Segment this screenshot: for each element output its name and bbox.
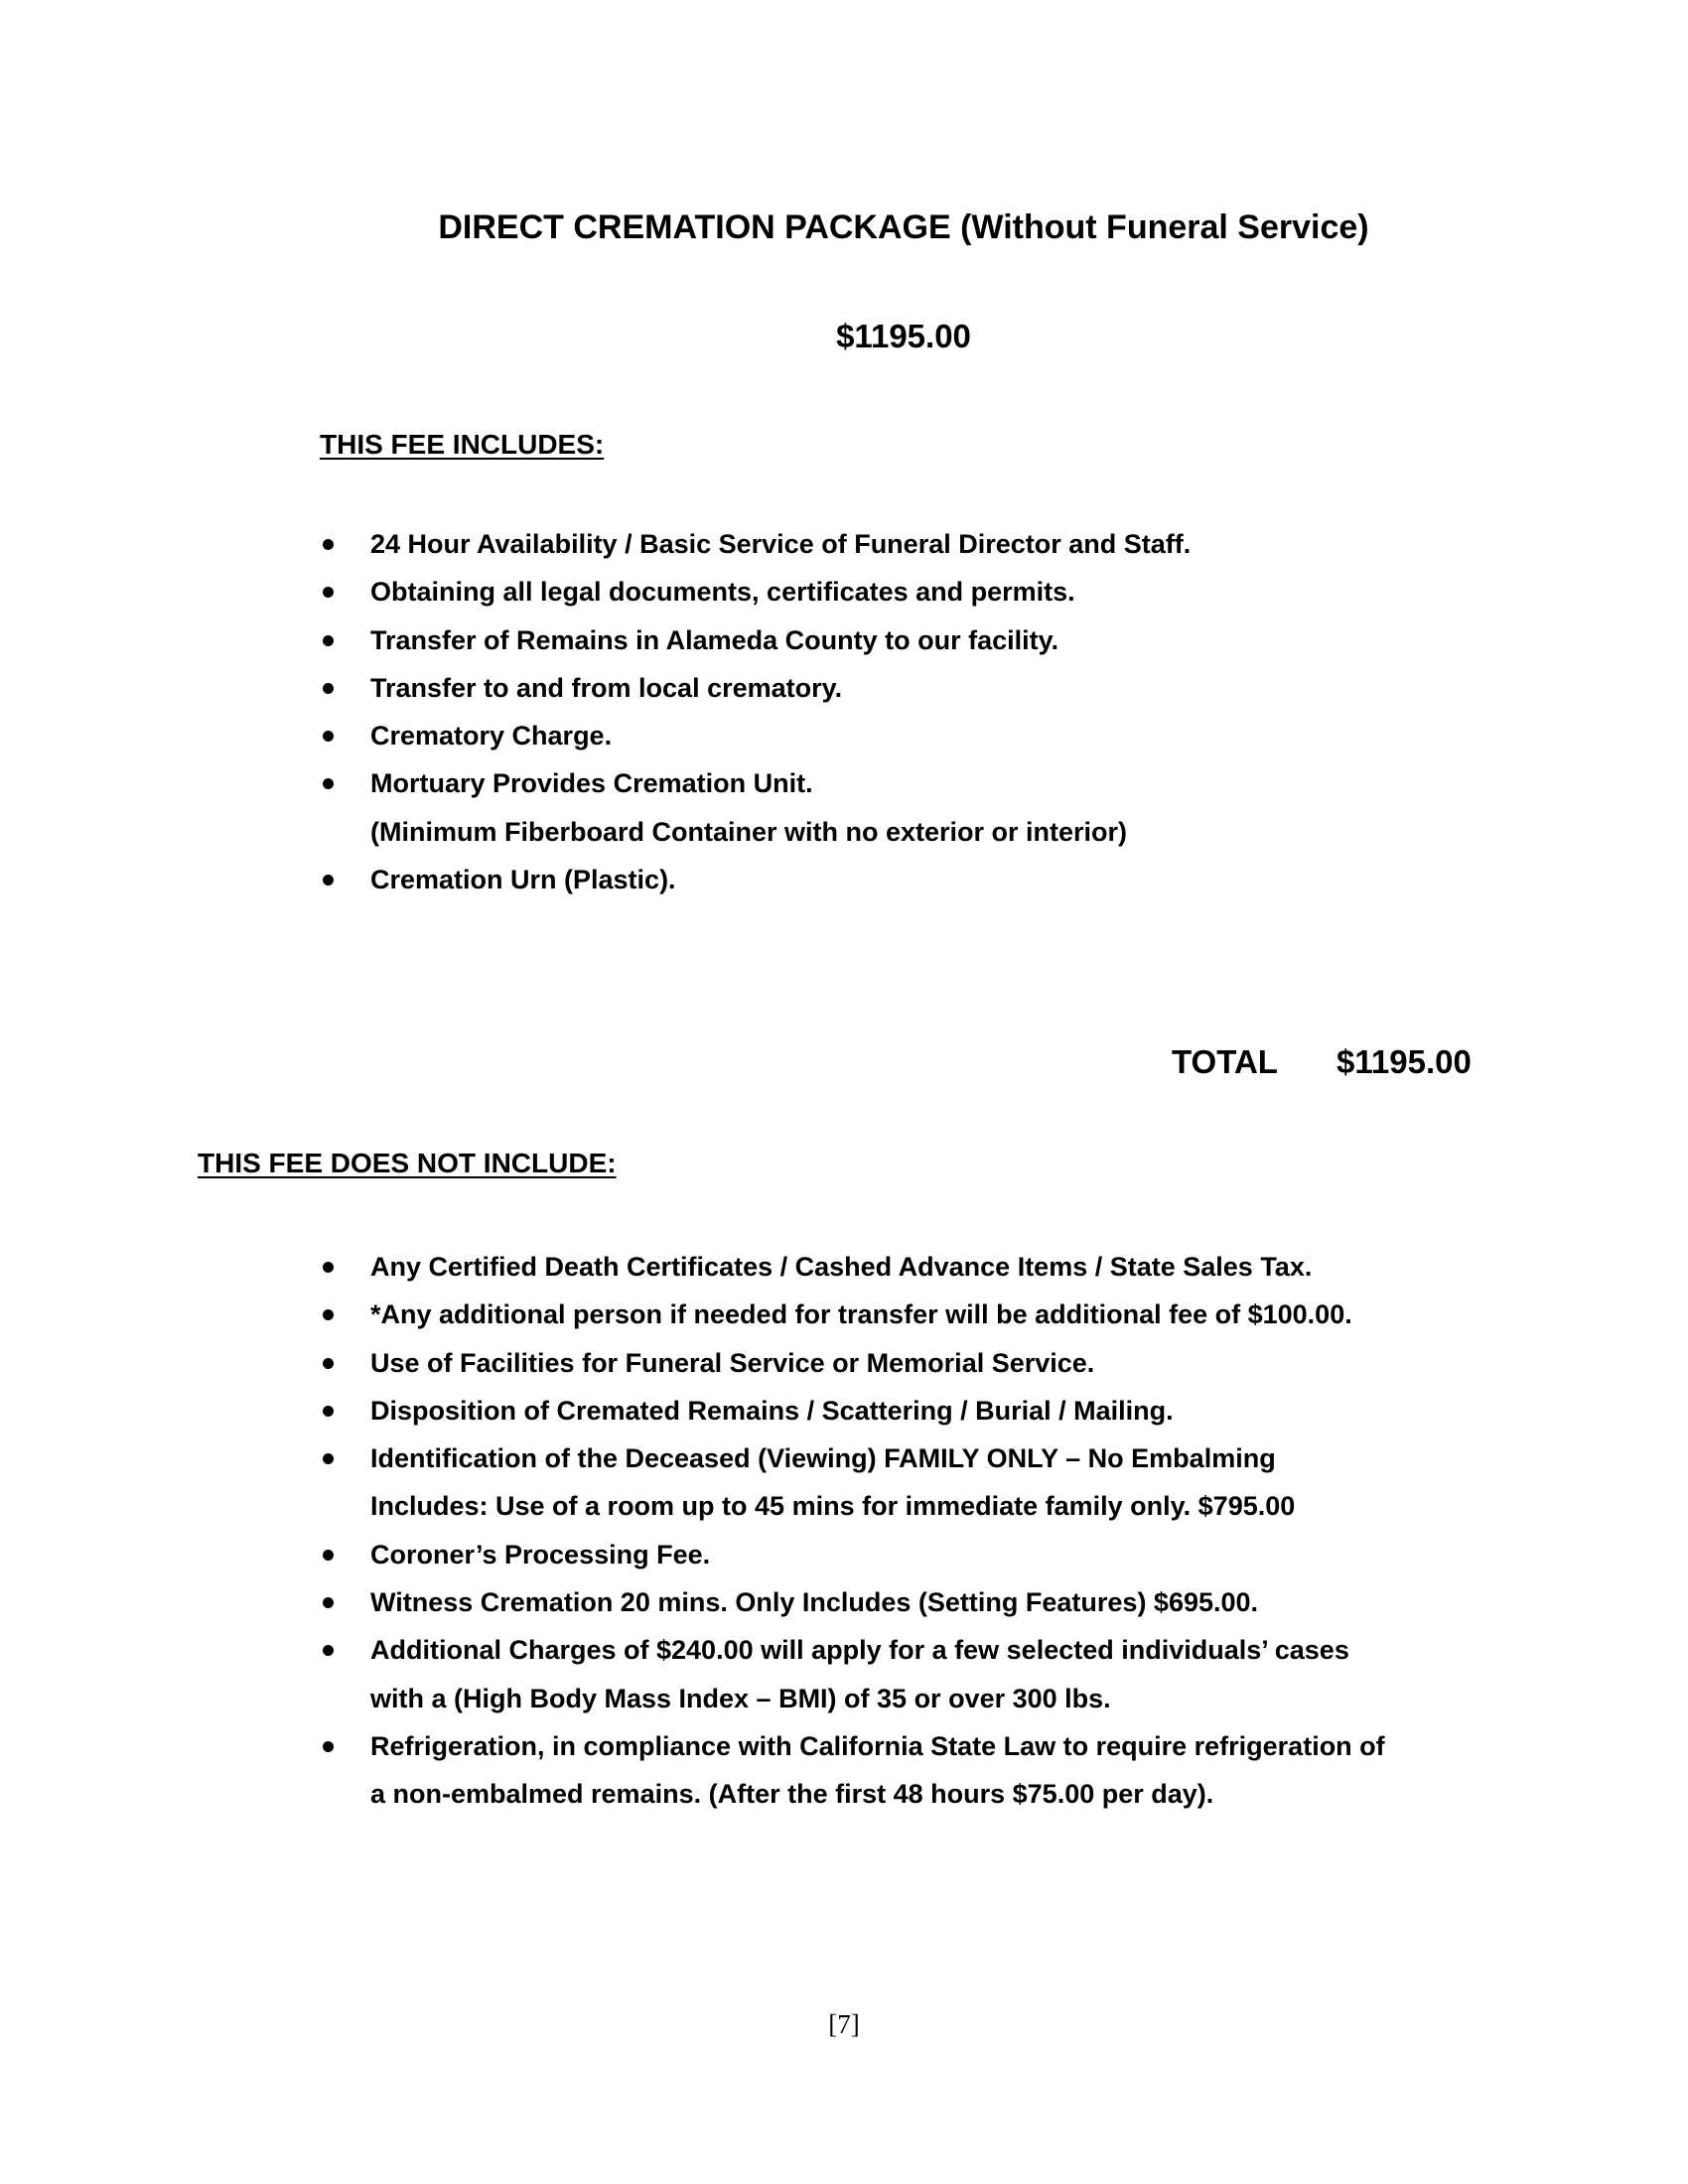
excludes-item-text: Disposition of Cremated Remains / Scattering / Burial / Mailing. [370,1395,1174,1426]
includes-item-text: Transfer to and from local crematory. [370,672,843,703]
includes-heading: THIS FEE INCLUDES: [320,429,605,460]
includes-list [0,520,1191,903]
total-row [1172,1040,1472,1084]
excludes-list-item [0,1434,1385,1531]
bullet-icon [323,1550,334,1561]
includes-list-item [0,664,1191,712]
bullet-icon [323,875,334,886]
excludes-item-text: *Any additional person if needed for transfer will be additional fee of $100.00. [370,1299,1352,1330]
excludes-item-text: with a (High Body Mass Index – BMI) of 35 or over 300 lbs. [370,1683,1111,1713]
excludes-list-item [0,1531,1385,1578]
total-value: $1195.00 [1336,1043,1472,1080]
includes-list-item [0,568,1191,615]
bullet-icon [323,731,334,742]
excludes-list-item [0,1578,1385,1626]
excludes-item-text: Identification of the Deceased (Viewing) FAMILY ONLY – No Embalming [370,1443,1276,1474]
bullet-icon [323,1597,334,1608]
includes-item-text: Cremation Urn (Plastic). [370,865,676,895]
document-title: DIRECT CREMATION PACKAGE (Without Funeral Service) [438,208,1369,246]
excludes-list [0,1243,1385,1819]
excludes-item-text: Additional Charges of $240.00 will apply for a few selected individuals’ cases [370,1635,1349,1666]
includes-item-text: Transfer of Remains in Alameda County to our facility. [370,624,1059,655]
excludes-item-text: Use of Facilities for Funeral Service or Memorial Service. [370,1347,1095,1378]
bullet-icon [323,1645,334,1656]
excludes-item-text: Witness Cremation 20 mins. Only Includes (Setting Features) $695.00. [370,1587,1259,1618]
package-price: $1195.00 [836,318,971,354]
bullet-icon [323,1358,334,1369]
excludes-list-item [0,1339,1385,1387]
excludes-item-text: Includes: Use of a room up to 45 mins for immediate family only. $795.00 [370,1491,1296,1522]
excludes-item-text: a non-embalmed remains. (After the first 48 hours $75.00 per day). [370,1779,1214,1810]
includes-item-text: Crematory Charge. [370,721,613,751]
bullet-icon [323,1406,334,1417]
excludes-list-item [0,1291,1385,1338]
includes-list-item [0,856,1191,903]
includes-item-text: (Minimum Fiberboard Container with no exterior or interior) [370,816,1128,847]
bullet-icon [323,587,334,598]
includes-list-item [0,616,1191,664]
bullet-icon [323,1741,334,1752]
excludes-heading: THIS FEE DOES NOT INCLUDE: [198,1148,617,1178]
total-label: TOTAL [1172,1043,1278,1080]
includes-item-text: Mortuary Provides Cremation Unit. [370,768,813,799]
excludes-list-item [0,1387,1385,1434]
excludes-item-text: Refrigeration, in compliance with California State Law to require refrigeration of [370,1730,1385,1761]
excludes-item-text: Any Certified Death Certificates / Cashed Advance Items / State Sales Tax. [370,1252,1313,1282]
excludes-list-item [0,1626,1385,1722]
page-number: [7] [828,2009,860,2039]
bullet-icon [323,1309,334,1320]
bullet-icon [323,778,334,789]
bullet-icon [323,1453,334,1464]
bullet-icon [323,683,334,694]
includes-item-text: Obtaining all legal documents, certificates and permits. [370,577,1075,608]
includes-list-item [0,712,1191,759]
excludes-list-item [0,1722,1385,1819]
includes-list-item [0,520,1191,568]
excludes-item-text: Coroner’s Processing Fee. [370,1539,711,1570]
bullet-icon [323,539,334,550]
bullet-icon [323,1262,334,1273]
includes-item-text: 24 Hour Availability / Basic Service of Funeral Director and Staff. [370,529,1192,559]
excludes-list-item [0,1243,1385,1291]
bullet-icon [323,635,334,646]
includes-list-item [0,759,1191,856]
